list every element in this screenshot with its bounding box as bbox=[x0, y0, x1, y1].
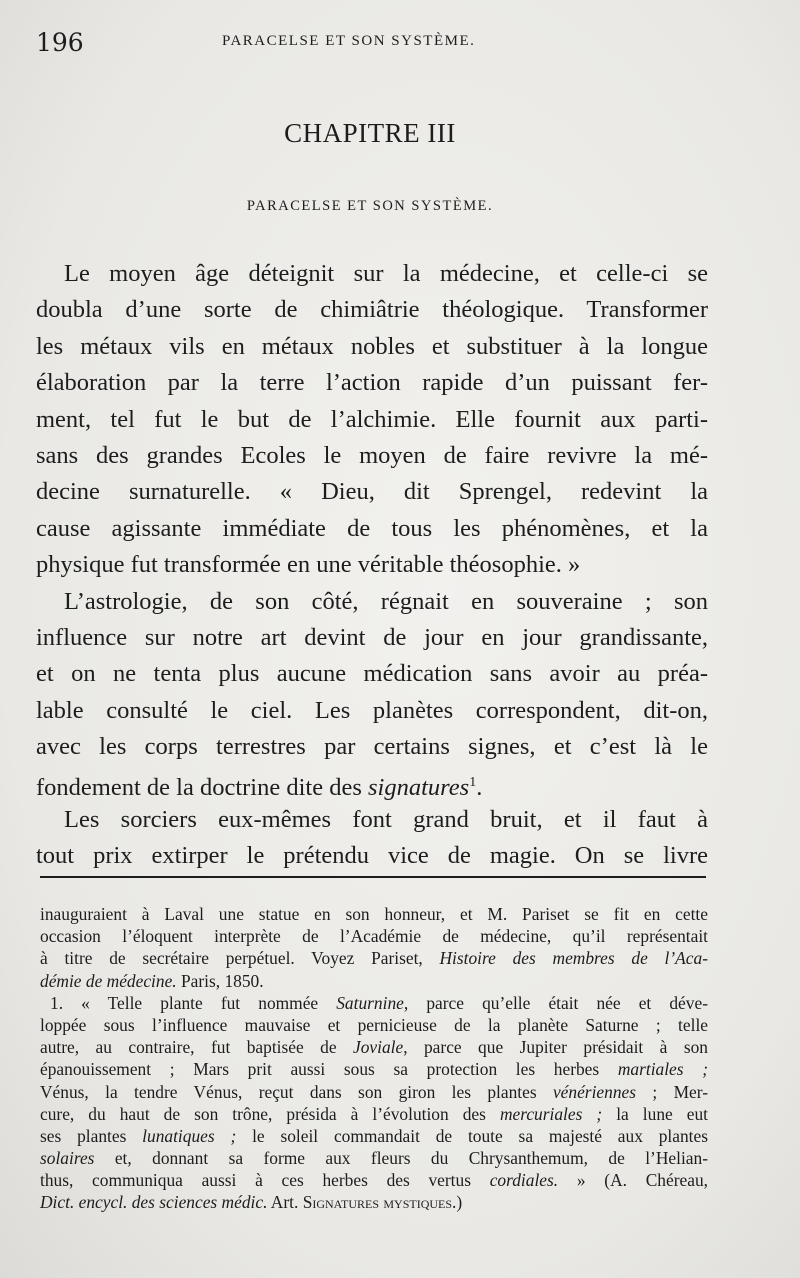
footnote-line bbox=[40, 1191, 708, 1213]
footnotes bbox=[40, 903, 708, 1214]
footnote-line bbox=[40, 1036, 708, 1058]
italic-term: cordiales. bbox=[489, 1170, 559, 1191]
text-span: Paris, 1850. bbox=[176, 970, 264, 991]
page-header bbox=[36, 28, 740, 58]
small-caps-term: Signatures mystiques bbox=[302, 1192, 453, 1213]
footnote-line bbox=[40, 1081, 708, 1103]
italic-title: Histoire des membres de l’Aca- bbox=[439, 948, 709, 969]
footnote-line: inauguraient à Laval une statue en son honneur, et M. Pariset se fit en cette bbox=[40, 904, 708, 924]
text-line: Les sorciers eux-mêmes font grand bruit, et il faut à bbox=[64, 805, 708, 833]
text-line: tout prix extirper le prétendu vice de magie. On se livre bbox=[36, 842, 708, 870]
text-line: ment, tel fut le but de l’alchimie. Elle fournit aux parti- bbox=[36, 405, 708, 433]
italic-term: signatures bbox=[368, 774, 470, 802]
text-line: avec les corps terrestres par certains signes, et c’est là le bbox=[36, 733, 708, 761]
footnote-line bbox=[40, 1169, 708, 1191]
text-span: le soleil commandait de toute sa majesté aux plantes bbox=[236, 1125, 708, 1146]
text-line: L’astrologie, de son côté, régnait en souveraine ; son bbox=[64, 587, 708, 615]
text-line: doubla d’une sorte de chimiâtrie théologique. Transformer bbox=[36, 296, 708, 324]
text-span: » (A. Chéreau, bbox=[558, 1170, 708, 1191]
footnote-line: occasion l’éloquent interprète de l’Académie de médecine, qu’il représentait bbox=[40, 926, 708, 947]
text-span: autre, au contraire, fut baptisée de bbox=[40, 1037, 353, 1058]
text-span: , parce qu’elle était née et déve- bbox=[403, 992, 708, 1013]
body-text bbox=[36, 256, 708, 875]
text-line bbox=[36, 765, 708, 801]
footnote-line bbox=[40, 970, 708, 992]
italic-term: solaires bbox=[40, 1148, 95, 1169]
footnote-line bbox=[40, 1147, 708, 1169]
text-span: thus, communiqua aussi à ces herbes des vertus bbox=[40, 1170, 490, 1191]
italic-citation: Dict. encycl. des sciences médic. bbox=[40, 1192, 268, 1213]
footnote-ref[interactable]: 1 bbox=[469, 775, 477, 791]
text-line: lable consulté le ciel. Les planètes correspondent, dit-on, bbox=[36, 696, 708, 724]
italic-title: démie de médecine. bbox=[40, 970, 177, 991]
text-span: ; Mer- bbox=[636, 1081, 708, 1102]
text-line: influence sur notre art devint de jour en jour grandissante, bbox=[36, 623, 708, 651]
text-span: à titre de secrétaire perpétuel. Voyez Pariset, bbox=[40, 948, 440, 969]
chapter-subtitle: PARACELSE ET SON SYSTÈME. bbox=[246, 198, 494, 214]
italic-term: Saturnine bbox=[336, 992, 404, 1013]
text-line: les métaux vils en métaux nobles et substituer à la longue bbox=[36, 332, 708, 360]
footnote-line bbox=[40, 1125, 708, 1147]
page-number: 196 bbox=[36, 28, 84, 57]
text-span: ses plantes bbox=[40, 1125, 143, 1146]
text-span: 1. « Telle plante fut nommée bbox=[50, 992, 337, 1013]
chapter-title: CHAPITRE III bbox=[284, 118, 456, 148]
text-line: cause agissante immédiate de tous les phénomènes, et la bbox=[36, 514, 708, 542]
text-span: .) bbox=[452, 1192, 463, 1213]
text-line: élaboration par la terre l’action rapide d’un puissant fer- bbox=[36, 369, 708, 397]
text-line: et on ne tenta plus aucune médication sans avoir au préa- bbox=[36, 660, 708, 688]
footnote-line bbox=[40, 1058, 708, 1080]
italic-term: mercuriales ; bbox=[499, 1103, 603, 1124]
text-span: Art. bbox=[267, 1192, 303, 1213]
text-span: et, donnant sa forme aux fleurs du Chrysanthemum, de l’Helian- bbox=[94, 1148, 708, 1169]
footnote-line bbox=[40, 1103, 708, 1125]
footnote-separator bbox=[40, 876, 706, 878]
text-span: Vénus, la tendre Vénus, reçut dans son giron les plantes bbox=[40, 1081, 553, 1102]
text-line: sans des grandes Ecoles le moyen de faire revivre la mé- bbox=[36, 441, 708, 469]
running-head: PARACELSE ET SON SYSTÈME. bbox=[222, 33, 476, 49]
text-span: la lune eut bbox=[602, 1103, 708, 1124]
text-span: , parce que Jupiter présidait à son bbox=[403, 1037, 708, 1058]
footnote-line bbox=[40, 947, 708, 969]
italic-term: lunatiques ; bbox=[142, 1125, 237, 1146]
italic-term: vénériennes bbox=[552, 1081, 637, 1102]
italic-term: Joviale bbox=[352, 1037, 404, 1058]
text-span: cure, du haut de son trône, présida à l’évolution des bbox=[40, 1103, 500, 1124]
footnote-line bbox=[40, 992, 708, 1014]
text-span: fondement de la doctrine dite des bbox=[36, 774, 368, 802]
text-span: . bbox=[476, 774, 483, 802]
text-line: Le moyen âge déteignit sur la médecine, et celle-ci se bbox=[64, 260, 708, 287]
footnote-line: loppée sous l’influence mauvaise et pernicieuse de la planète Saturne ; telle bbox=[40, 1014, 708, 1035]
text-span: épanouissement ; Mars prit aussi sous sa protection les herbes bbox=[40, 1059, 618, 1080]
italic-term: martiales ; bbox=[617, 1059, 708, 1080]
text-line: decine surnaturelle. « Dieu, dit Sprengel, redevint la bbox=[36, 478, 708, 506]
text-line: physique fut transformée en une véritable théosophie. » bbox=[36, 551, 581, 579]
